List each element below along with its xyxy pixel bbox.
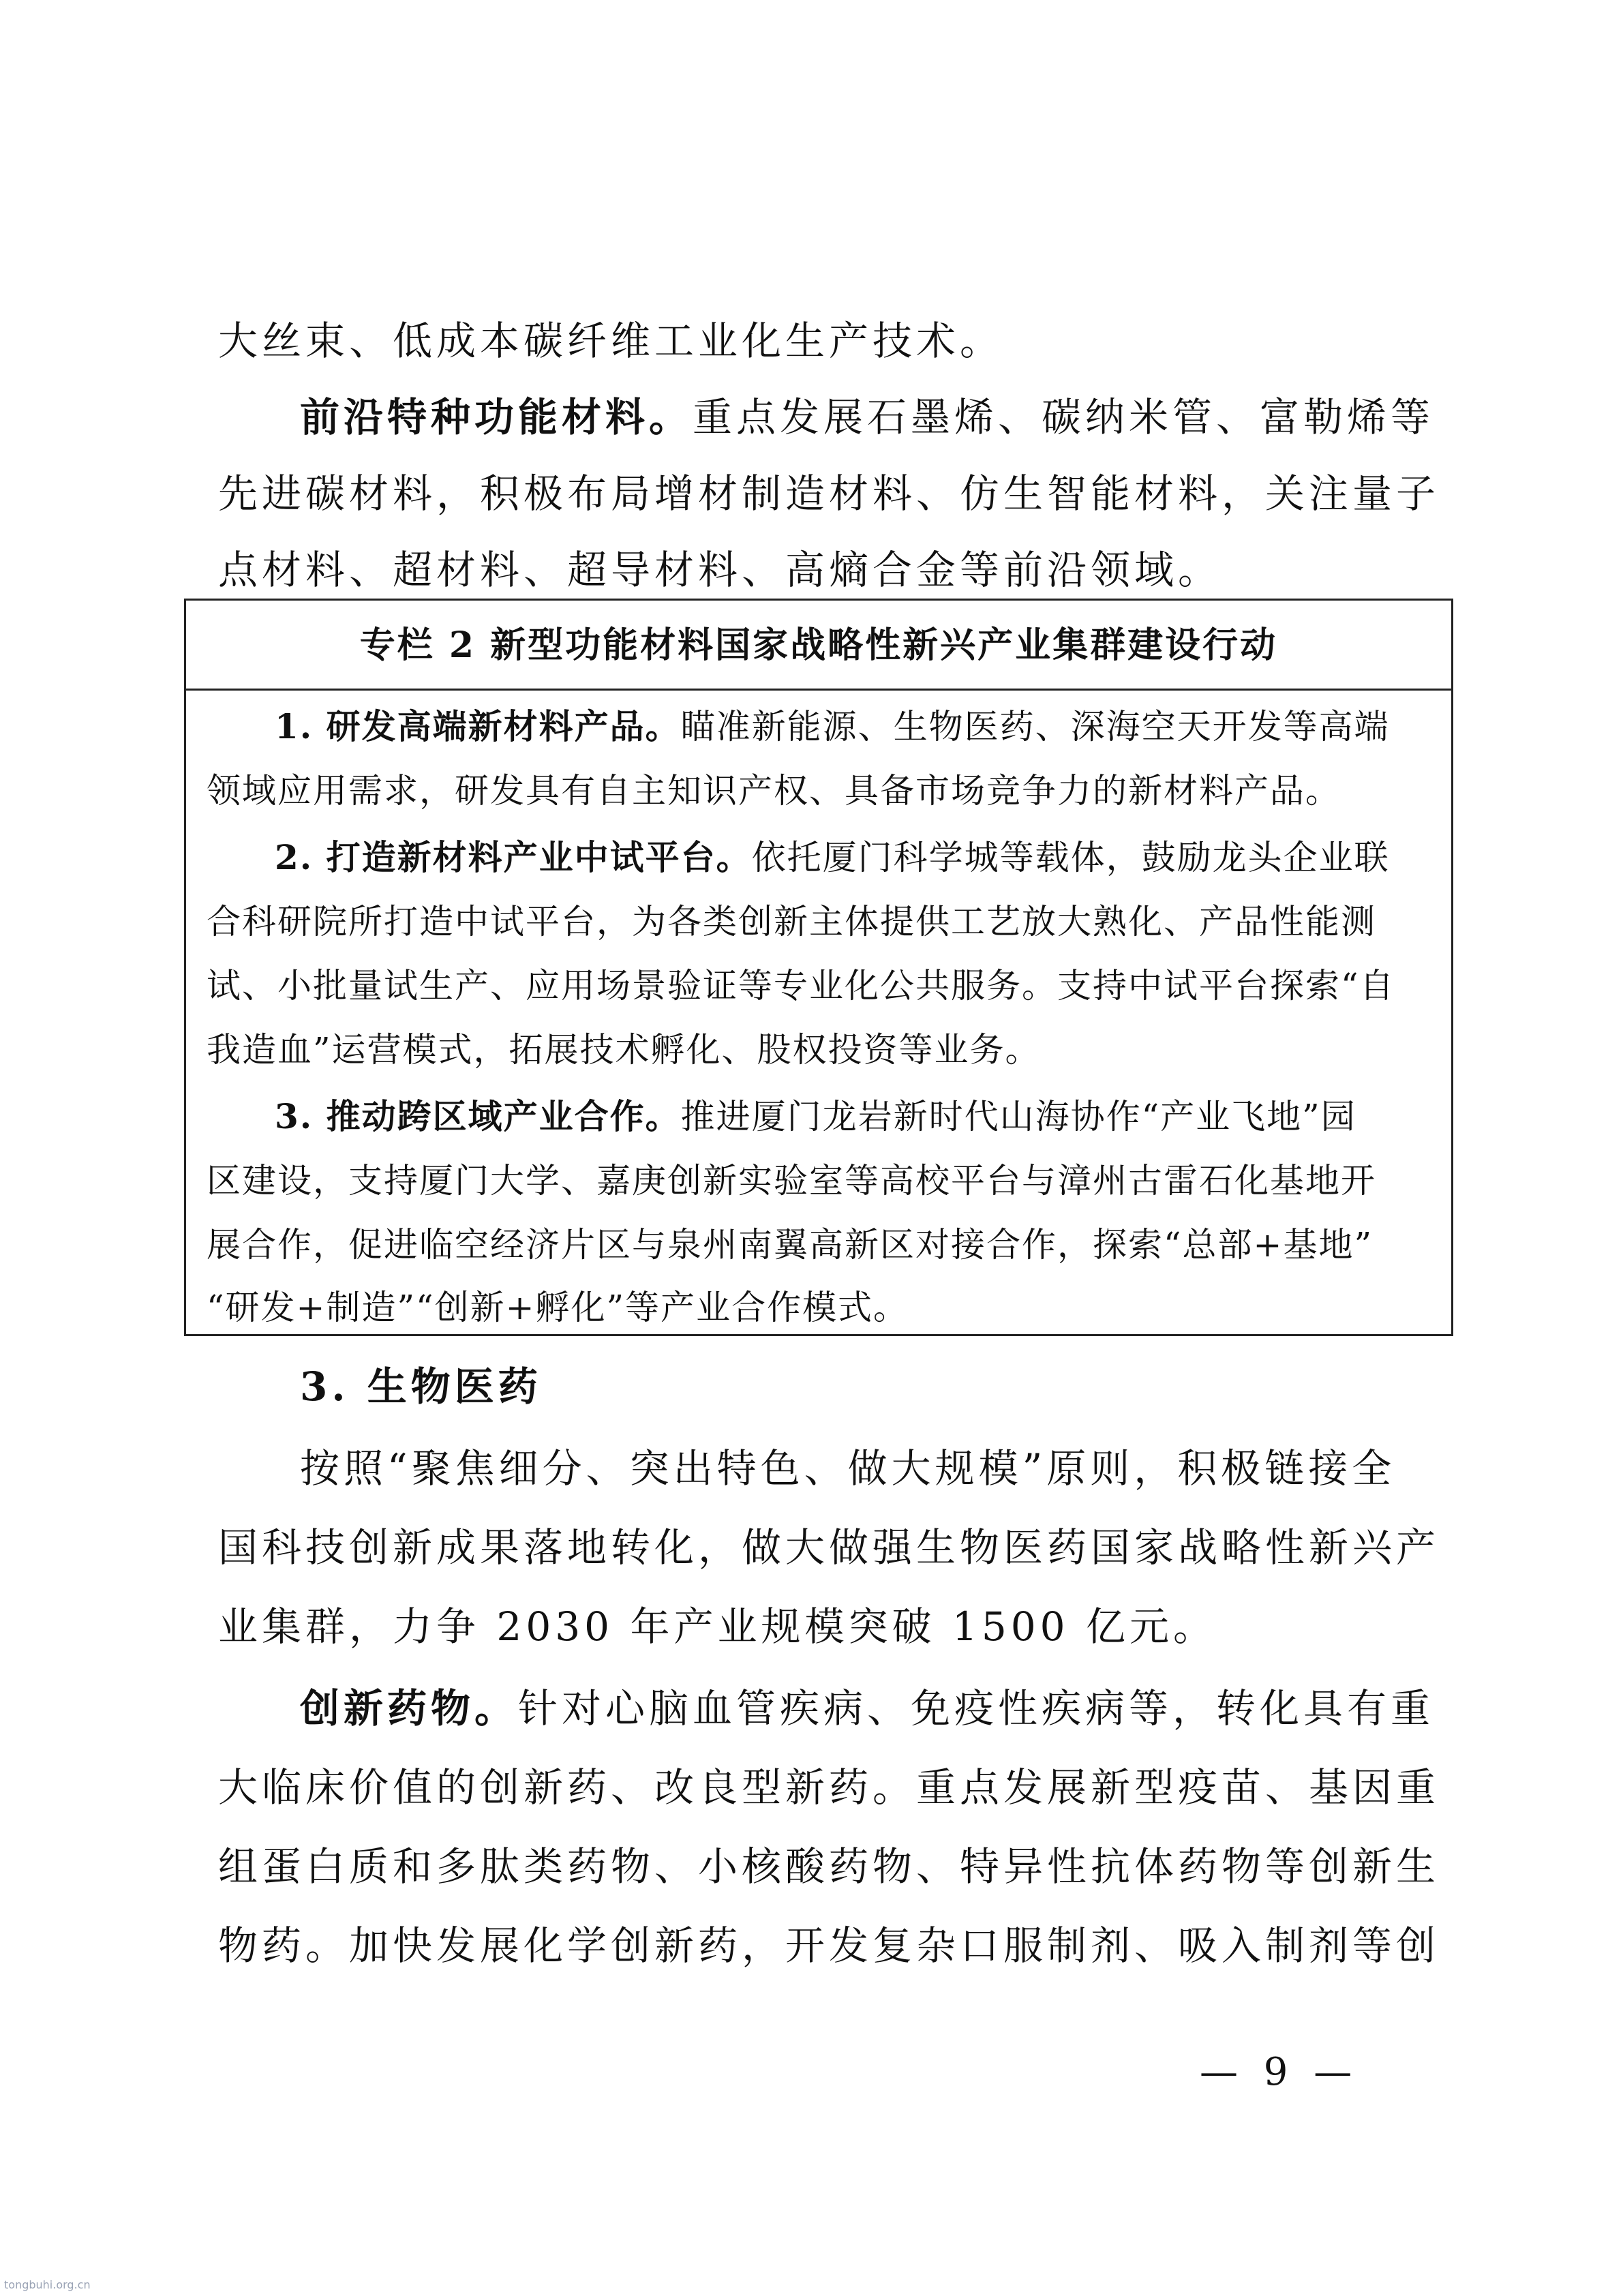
box-item-text: 瞄准新能源、生物医药、深海空天开发等高端	[680, 707, 1390, 746]
paragraph-line: 点材料、超材料、超导材料、高熵合金等前沿领域。	[218, 547, 1222, 593]
paragraph-line: 大临床价值的创新药、改良型新药。重点发展新型疫苗、基因重	[218, 1764, 1440, 1811]
paragraph-text: 针对心脑血管疾病、免疫性疾病等，转化具有重	[518, 1685, 1435, 1732]
paragraph-text: 重点发展石墨烯、碳纳米管、富勒烯等	[693, 394, 1435, 440]
paragraph-line	[300, 1681, 1435, 1736]
box-line: 领域应用需求，研发具有自主知识产权、具备市场竞争力的新材料产品。	[207, 771, 1341, 811]
box-line: “研发+制造”“创新+孵化”等产业合作模式。	[207, 1288, 909, 1327]
paragraph-line: 业集群，力争 2030 年产业规模突破 1500 亿元。	[218, 1603, 1217, 1650]
box-line	[275, 703, 1434, 751]
paragraph-line: 物药。加快发展化学创新药，开发复杂口服制剂、吸入制剂等创	[218, 1922, 1440, 1969]
paragraph-line: 大丝束、低成本碳纤维工业化生产技术。	[218, 318, 1004, 364]
box-line: 我造血”运营模式，拓展技术孵化、股权投资等业务。	[207, 1030, 1041, 1070]
box-item-heading: 2. 打造新材料产业中试平台。	[275, 837, 752, 877]
box-item-text: 依托厦门科学城等载体，鼓励龙头企业联	[751, 838, 1390, 877]
page-number: — 9 —	[1200, 2050, 1359, 2094]
paragraph-line	[300, 390, 1435, 444]
box-line: 试、小批量试生产、应用场景验证等专业化公共服务。支持中试平台探索“自	[207, 966, 1395, 1006]
paragraph-line: 先进碳材料，积极布局增材制造材料、仿生智能材料，关注量子	[218, 470, 1440, 517]
watermark: tongbuhi.org.cn	[4, 2278, 91, 2291]
section-heading: 3. 生物医药	[300, 1363, 542, 1410]
box-item-text: 推进厦门龙岩新时代山海协作“产业飞地”园	[680, 1097, 1356, 1136]
paragraph-line: 组蛋白质和多肽类药物、小核酸药物、特异性抗体药物等创新生	[218, 1843, 1440, 1890]
box-line: 合科研院所打造中试平台，为各类创新主体提供工艺放大熟化、产品性能测	[207, 902, 1376, 941]
box-line: 区建设，支持厦门大学、嘉庚创新实验室等高校平台与漳州古雷石化基地开	[207, 1161, 1376, 1200]
paragraph-line: 国科技创新成果落地转化，做大做强生物医药国家战略性新兴产	[218, 1524, 1440, 1571]
paragraph-line: 按照“聚焦细分、突出特色、做大规模”原则，积极链接全	[300, 1445, 1396, 1492]
box-item-heading: 1. 研发高端新材料产品。	[275, 706, 681, 746]
box-line: 展合作，促进临空经济片区与泉州南翼高新区对接合作，探索“总部+基地”	[207, 1225, 1374, 1265]
box-line	[275, 834, 1434, 881]
paragraph-heading: 创新药物。	[300, 1685, 519, 1732]
box-item-heading: 3. 推动跨区域产业合作。	[275, 1096, 681, 1136]
special-column-title: 专栏 2 新型功能材料国家战略性新兴产业集群建设行动	[186, 601, 1451, 691]
box-line	[275, 1093, 1434, 1141]
paragraph-heading: 前沿特种功能材料。	[300, 394, 693, 440]
special-column-box	[184, 599, 1453, 1336]
